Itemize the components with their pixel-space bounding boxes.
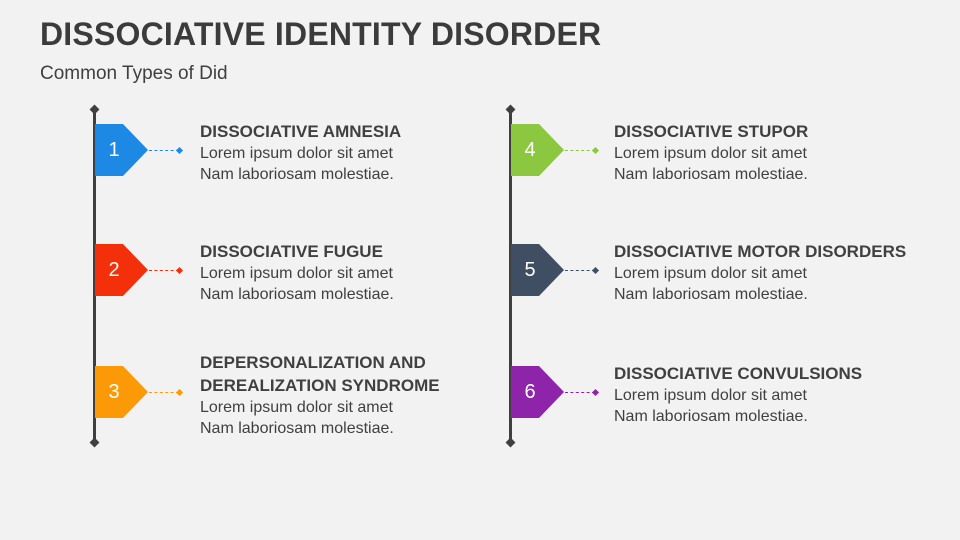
connector-end-dot: [176, 267, 183, 274]
step-text-block: [614, 362, 914, 427]
connector-dashed-line: [149, 270, 179, 271]
slide-subtitle: Common Types of Did: [40, 63, 228, 84]
step-heading: DISSOCIATIVE FUGUE: [200, 242, 383, 261]
step-description-line: Nam laboriosam molestiae.: [614, 286, 808, 303]
connector-dashed-line: [149, 150, 179, 151]
step-text-block: [200, 120, 500, 185]
timeline-right-bottom-diamond: [506, 438, 516, 448]
connector-end-dot: [592, 267, 599, 274]
timeline-right-top-diamond: [506, 105, 516, 115]
step-number: 6: [524, 381, 536, 403]
step-description-line: Nam laboriosam molestiae.: [200, 166, 394, 183]
step-description-line: Lorem ipsum dolor sit amet: [200, 399, 393, 416]
step-badge: [511, 124, 565, 176]
step-badge: [95, 244, 149, 296]
step-text-block: [614, 240, 914, 305]
step-badge: [95, 366, 149, 418]
connector-end-dot: [176, 389, 183, 396]
step-heading: DEPERSONALIZATION AND DEREALIZATION SYNDROME: [200, 353, 440, 395]
step-number: 3: [108, 381, 120, 403]
connector-dashed-line: [149, 392, 179, 393]
step-text-block: [614, 120, 914, 185]
connector-dashed-line: [565, 392, 595, 393]
step-badge: [511, 244, 565, 296]
step-heading: DISSOCIATIVE STUPOR: [614, 122, 809, 141]
step-description-line: Nam laboriosam molestiae.: [614, 166, 808, 183]
step-description-line: Nam laboriosam molestiae.: [614, 408, 808, 425]
step-description-line: Lorem ipsum dolor sit amet: [614, 145, 807, 162]
step-heading: DISSOCIATIVE MOTOR DISORDERS: [614, 242, 907, 261]
step-badge: [95, 124, 149, 176]
step-description-line: Nam laboriosam molestiae.: [200, 286, 394, 303]
connector-end-dot: [592, 147, 599, 154]
step-text-block: [200, 351, 445, 439]
step-description-line: Lorem ipsum dolor sit amet: [200, 265, 393, 282]
step-number: 1: [108, 139, 120, 161]
step-description-line: Lorem ipsum dolor sit amet: [614, 265, 807, 282]
timeline-left-bottom-diamond: [90, 438, 100, 448]
step-heading: DISSOCIATIVE AMNESIA: [200, 122, 402, 141]
step-number: 4: [524, 139, 536, 161]
timeline-left-top-diamond: [90, 105, 100, 115]
connector-dashed-line: [565, 270, 595, 271]
step-description-line: Lorem ipsum dolor sit amet: [200, 145, 393, 162]
step-badge: [511, 366, 565, 418]
step-description-line: Lorem ipsum dolor sit amet: [614, 387, 807, 404]
step-number: 2: [108, 259, 120, 281]
step-heading: DISSOCIATIVE CONVULSIONS: [614, 364, 863, 383]
step-text-block: [200, 240, 500, 305]
connector-dashed-line: [565, 150, 595, 151]
connector-end-dot: [176, 147, 183, 154]
connector-end-dot: [592, 389, 599, 396]
slide-title: DISSOCIATIVE IDENTITY DISORDER: [40, 16, 602, 52]
step-number: 5: [524, 259, 536, 281]
step-description-line: Nam laboriosam molestiae.: [200, 420, 394, 437]
